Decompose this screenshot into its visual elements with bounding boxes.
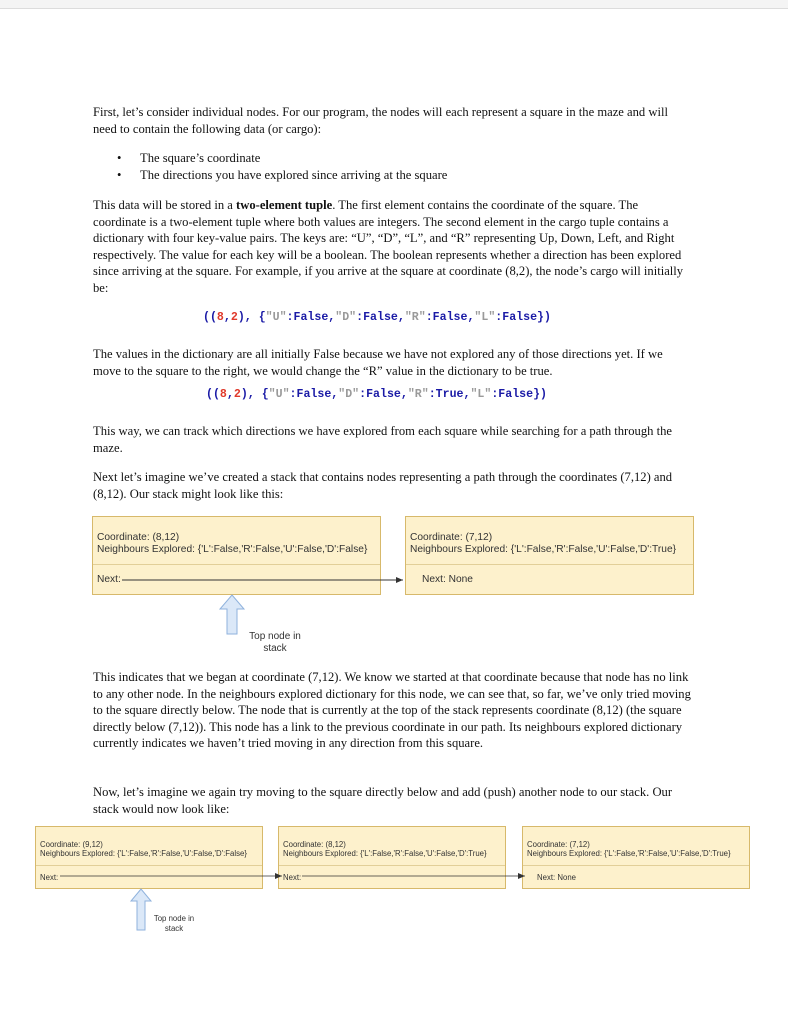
node-neighbours-explored: Neighbours Explored: {'L':False,'R':False,'U':False,'D':False} [97,544,368,555]
paragraph-track-directions: This way, we can track which directions we have explored from each square while searching for a path through the maze. [93,424,672,455]
paragraph-push-node: Now, let’s imagine we again try moving to the square directly below and add (push) another node to our stack. Our stack would now look like: [93,785,673,816]
node-coordinate: Coordinate: (7,12) [527,840,590,849]
node-neighbours-explored: Neighbours Explored: {'L':False,'R':False,'U':False,'D':True} [527,849,731,858]
top-node-caption: Top node in stack [249,631,301,654]
node-coordinate: Coordinate: (8,12) [97,532,180,543]
code-updated-cargo: ((8,2), {"U":False,"D":False,"R":True,"L":False}) [206,388,547,401]
bullet-icon: • [117,151,122,165]
paragraph-tuple-description: This data will be stored in a two-element tuple. The first element contains the coordinate of the square. The coordinate is a two-element tuple where both values are integers. The second element in the cargo tuple contains a dictionary with four key-value pairs. The keys are: “U”, “D”, “L”, and “R” representing Up, Down, Left, and Right respectively. The value for each key will be a boolean. The boolean represents whether a direction has been explored since arriving at the square. For example, if you arrive at the square at coordinate (8,2), the node’s cargo will initially be: [93,198,684,295]
node-next-label: Next: [283,873,302,882]
node-coordinate: Coordinate: (7,12) [410,532,493,543]
paragraph-stack-explanation: This indicates that we began at coordinate (7,12). We know we started at that coordinate because that node has no link to any other node. In the neighbours explored dictionary for this node, we can see that, so far, we’ve only tried moving to the square directly below. The node that is currently at the top of the stack represents coordinate (8,12) (the square directly below (7,12)). This node has a link to the previous coordinate in our path. Its neighbours explored dictionary currently indicates we haven’t tried moving in any direction from this square. [93,670,691,751]
paragraph-initial-false: The values in the dictionary are all initially False because we have not explored any of those directions yet. If we move to the square to the right, we would change the “R” value in the dictionary to be true. [93,347,663,378]
bullet-item: • The directions you have explored since arriving at the square [117,168,448,183]
paragraph-nodes-intro: First, let’s consider individual nodes. For our program, the nodes will each represent a square in the maze and will need to contain the following data (or cargo): [93,105,668,136]
node-next-label: Next: None [422,574,473,585]
node-neighbours-explored: Neighbours Explored: {'L':False,'R':False,'U':False,'D':True} [410,544,677,555]
node-coordinate: Coordinate: (9,12) [40,840,103,849]
bullet-item: • The square’s coordinate [117,151,261,165]
node-neighbours-explored: Neighbours Explored: {'L':False,'R':False,'U':False,'D':False} [40,849,247,858]
code-initial-cargo: ((8,2), {"U":False,"D":False,"R":False,"L":False}) [203,311,551,324]
bullet-icon: • [117,168,122,183]
node-next-label: Next: None [537,873,577,882]
top-node-caption: Top node in stack [153,914,195,933]
paragraph-stack-example: Next let’s imagine we’ve created a stack that contains nodes representing a path through the coordinates (7,12) and (8,12). Our stack might look like this: [93,470,673,501]
node-coordinate: Coordinate: (8,12) [283,840,346,849]
node-next-label: Next: [97,574,121,585]
node-neighbours-explored: Neighbours Explored: {'L':False,'R':False,'U':False,'D':True} [283,849,487,858]
node-next-label: Next: [40,873,59,882]
bold-term: two-element tuple [236,198,333,212]
top-pointer-arrow-icon [220,595,244,634]
